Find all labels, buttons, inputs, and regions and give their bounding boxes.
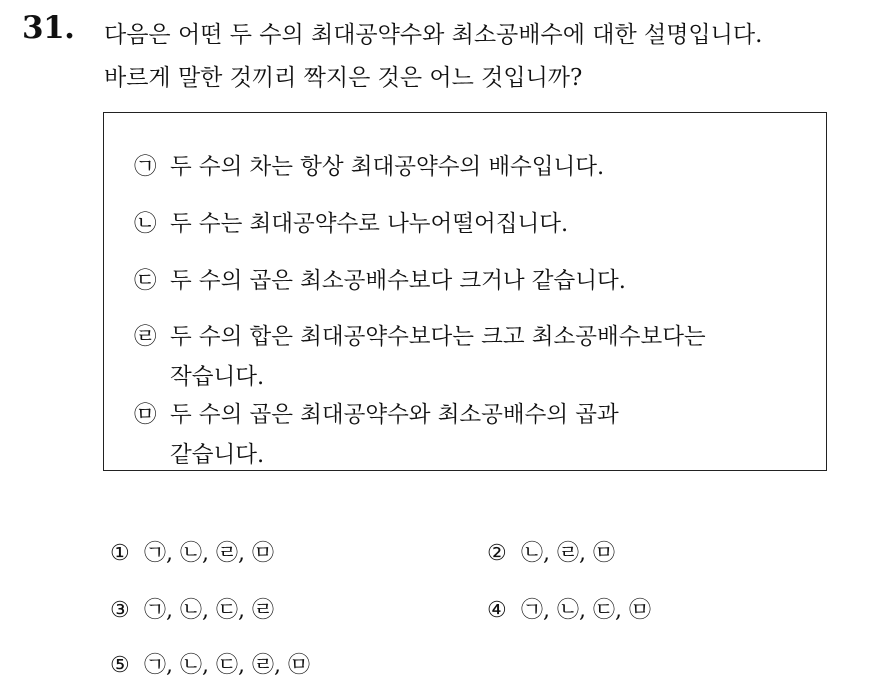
statement-continuation: 작습니다. <box>170 364 265 390</box>
statement-text: 두 수의 차는 항상 최대공약수의 배수입니다. <box>170 154 605 180</box>
statement-4 <box>134 319 706 390</box>
choice-5[interactable] <box>110 648 310 679</box>
statement-marker: ㉠ <box>134 154 157 180</box>
statement-marker: ㉢ <box>134 268 157 294</box>
statement-text: 두 수의 합은 최대공약수보다는 크고 최소공배수보다는 <box>170 324 706 350</box>
choice-number: ① <box>110 541 130 566</box>
statement-1 <box>134 149 604 181</box>
statement-2 <box>134 206 568 238</box>
choice-number: ② <box>487 541 507 566</box>
statement-text: 두 수의 곱은 최소공배수보다 크거나 같습니다. <box>170 268 626 294</box>
choice-number: ④ <box>487 598 507 623</box>
choice-1[interactable] <box>110 536 274 567</box>
question-text-line-2: 바르게 말한 것끼리 짝지은 것은 어느 것입니까? <box>104 65 583 91</box>
choice-text: ㉠, ㉡, ㉢, ㉤ <box>521 598 651 623</box>
statements-box <box>103 112 827 471</box>
question-number: 31. <box>22 10 75 46</box>
choice-number: ⑤ <box>110 653 130 678</box>
statement-marker: ㉣ <box>134 324 157 350</box>
choice-number: ③ <box>110 598 130 623</box>
statement-3 <box>134 263 626 295</box>
choice-4[interactable] <box>487 593 651 624</box>
choice-2[interactable] <box>487 536 615 567</box>
choice-3[interactable] <box>110 593 274 624</box>
statement-marker: ㉤ <box>134 402 157 428</box>
statement-text: 두 수의 곱은 최대공약수와 최소공배수의 곱과 <box>170 402 619 428</box>
choice-text: ㉠, ㉡, ㉢, ㉣ <box>144 598 274 623</box>
choice-text: ㉠, ㉡, ㉢, ㉣, ㉤ <box>144 653 310 678</box>
statement-text: 두 수는 최대공약수로 나누어떨어집니다. <box>170 211 569 237</box>
question-text-line-1: 다음은 어떤 두 수의 최대공약수와 최소공배수에 대한 설명입니다. <box>104 22 763 48</box>
statement-marker: ㉡ <box>134 211 157 237</box>
statement-continuation: 같습니다. <box>170 442 265 468</box>
choice-text: ㉡, ㉣, ㉤ <box>521 541 615 566</box>
statement-5 <box>134 397 619 468</box>
choice-text: ㉠, ㉡, ㉣, ㉤ <box>144 541 274 566</box>
